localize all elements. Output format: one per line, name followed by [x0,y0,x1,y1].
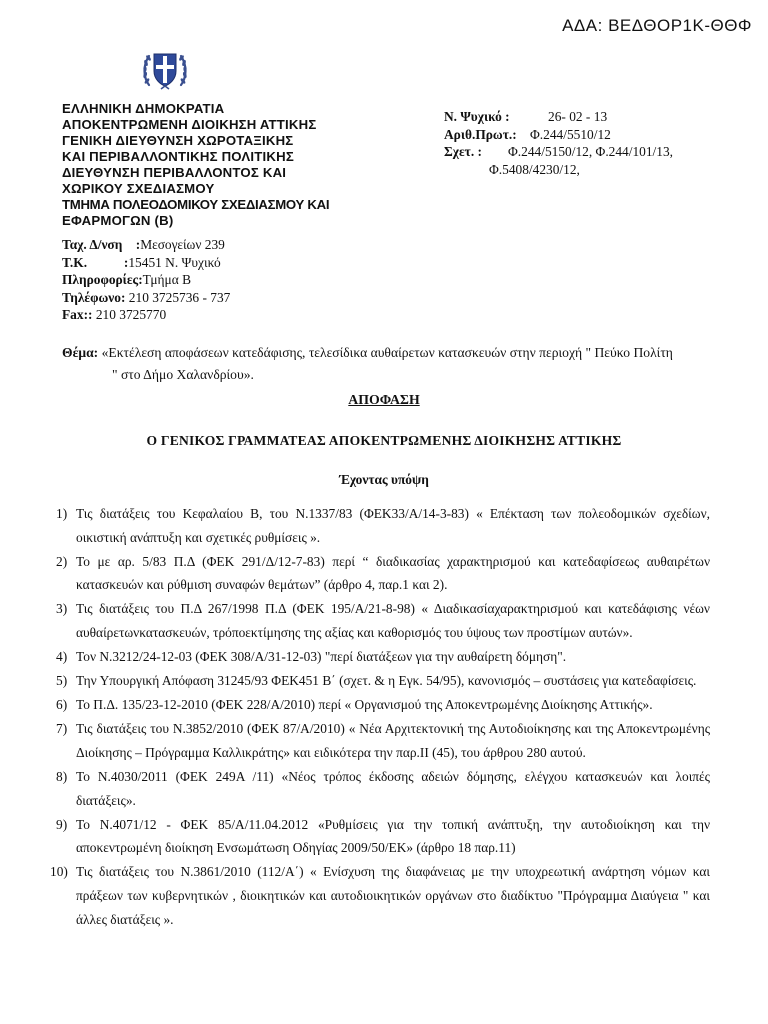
reference-date: Ν. Ψυχικό : 26- 02 - 13 [444,109,608,124]
reference-related-cont: Φ.5408/4230/12, [489,161,580,177]
list-item: 7) Τις διατάξεις του Ν.3852/2010 (ΦΕΚ 87/Α/2010) « Νέα Αρχιτεκτονική της Αυτοδιοίκησης και της Αποκεντρωμένης Διοίκησης – Πρόγραμμα Καλλικράτης» και ειδικότερα την παρ.ΙΙ (45), του άρθρου 280 αυτού. [56,721,710,760]
list-item: 4) Τον Ν.3212/24-12-03 (ΦΕΚ 308/Α/31-12-03) "περί διατάξεων για την αυθαίρετη δόμηση". [56,649,567,665]
contact-row-fax: Fax:: 210 3725770 [62,307,167,322]
authority-line: ΓΕΝΙΚΗ ΔΙΕΥΘΥΝΣΗ ΧΩΡΟΤΑΞΙΚΗΣ [62,133,294,148]
contact-row-phone: Τηλέφωνο: 210 3725736 - 737 [62,289,231,305]
authority-line: ΔΙΕΥΘΥΝΣΗ ΠΕΡΙΒΑΛΛΟΝΤΟΣ ΚΑΙ [62,165,287,180]
authority-line: ΤΜΗΜΑ ΠΟΛΕΟΔΟΜΙΚΟΥ ΣΧΕΔΙΑΣΜΟΥ ΚΑΙ [62,197,330,212]
secretary-general-title: Ο ΓΕΝΙΚΟΣ ΓΡΑΜΜΑΤΕΑΣ ΑΠΟΚΕΝΤΡΩΜΕΝΗΣ ΔΙΟΙΚΗΣΗΣ ΑΤΤΙΚΗΣ [146,433,622,448]
subject-text: «Εκτέλεση αποφάσεων κατεδάφισης, τελεσίδικα αυθαίρετων κατασκευών στην περιοχή " Πεύκο Πολίτη [101,345,673,360]
authority-line: ΑΠΟΚΕΝΤΡΩΜΕΝΗ ΔΙΟΙΚΗΣΗ ΑΤΤΙΚΗΣ [62,117,317,132]
authority-line: ΕΦΑΡΜΟΓΩΝ (Β) [62,213,174,228]
decision-title: ΑΠΟΦΑΣΗ [348,392,420,407]
contact-row-postcode: Τ.Κ. :15451 Ν. Ψυχικό [62,254,221,270]
hellenic-emblem-icon [139,45,191,97]
contact-details [62,236,230,324]
subject-text-cont: " στο Δήμο Χαλανδρίου». [112,367,254,382]
contact-row-info: Πληροφορίες:Τμήμα Β [62,272,192,287]
document-reference [444,108,673,178]
subject-label: Θέμα: [62,345,99,360]
considering-heading: Έχοντας υπόψη [339,472,429,487]
reference-protocol: Αριθ.Πρωτ.: Φ.244/5510/12 [444,126,611,142]
issuing-authority [62,101,392,229]
considerations-list [50,502,710,932]
list-item: 6) Το Π.Δ. 135/23-12-2010 (ΦΕΚ 228/Α/2010) περί « Οργανισμού της Αποκεντρωμένης Διοίκησης Αττικής». [56,697,653,713]
subject-line [62,342,712,386]
reference-related: Σχετ. : Φ.244/5150/12, Φ.244/101/13, [444,144,674,159]
list-item: 5) Την Υπουργική Απόφαση 31245/93 ΦΕΚ451 Β΄ (σχετ. & η Εγκ. 54/95), κανονισμός – συστάσεις για κατεδαφίσεις. [56,673,697,689]
list-item: 3) Τις διατάξεις του Π.Δ 267/1998 Π.Δ (ΦΕΚ 195/Α/21-8-98) « Διαδικασίαχαρακτηρισμού και κατεδάφισης νέων αυθαίρετωνκατασκευών, τρόποεκτίμησης της αξίας και καθορισμός του ύψους των προστίμων αυτών». [56,601,710,640]
authority-line: ΕΛΛΗΝΙΚΗ ΔΗΜΟΚΡΑΤΙΑ [62,101,225,116]
ada-code: ΑΔΑ: ΒΕΔΘΟΡ1Κ-ΘΘΦ [562,16,752,35]
authority-line: ΧΩΡΙΚΟΥ ΣΧΕΔΙΑΣΜΟΥ [62,181,215,196]
list-item: 10) Τις διατάξεις του Ν.3861/2010 (112/Α΄) « Ενίσχυση της διαφάνειας με την υποχρεωτική ανάρτηση νόμων και πράξεων των κυβερνητικών , διοικητικών και αυτοδιοικητικών οργάνων στο διαδίκτυο "Πρόγραμμα Διαύγεια " και άλλες διατάξεις ». [50,864,710,927]
list-item: 8) Το Ν.4030/2011 (ΦΕΚ 249Α /11) «Νέος τρόπος έκδοσης αδειών δόμησης, ελέγχου κατασκευών και λοιπές διατάξεις». [56,769,710,808]
list-item: 1) Τις διατάξεις του Κεφαλαίου Β, του Ν.1337/83 (ΦΕΚ33/Α/14-3-83) « Επέκταση των πολεοδομικών σχεδίων, οικιστική ανάπτυξη και σχετικές ρυθμίσεις ». [56,506,710,545]
list-item: 9) Το Ν.4071/12 - ΦΕΚ 85/Α/11.04.2012 «Ρυθμίσεις για την τοπική ανάπτυξη, την αυτοδιοίκηση και την αποκεντρωμένη διοίκηση Ενσωμάτωση Οδηγίας 2009/50/ΕΚ» (άρθρο 18 παρ.11) [56,816,710,856]
list-item: 2) Το με αρ. 5/83 Π.Δ (ΦΕΚ 291/Δ/12-7-83) περί “ διαδικασίας χαρακτηρισμού και κατεδαφίσεως αυθαιρέτων κατασκευών και ρύθμιση συναφών θεμάτων” (άρθρο 4, παρ.1 και 2). [56,553,710,593]
authority-line: ΚΑΙ ΠΕΡΙΒΑΛΛΟΝΤΙΚΗΣ ΠΟΛΙΤΙΚΗΣ [62,149,294,164]
contact-row-address: Ταχ. Δ/νση :Μεσογείων 239 [62,237,225,252]
